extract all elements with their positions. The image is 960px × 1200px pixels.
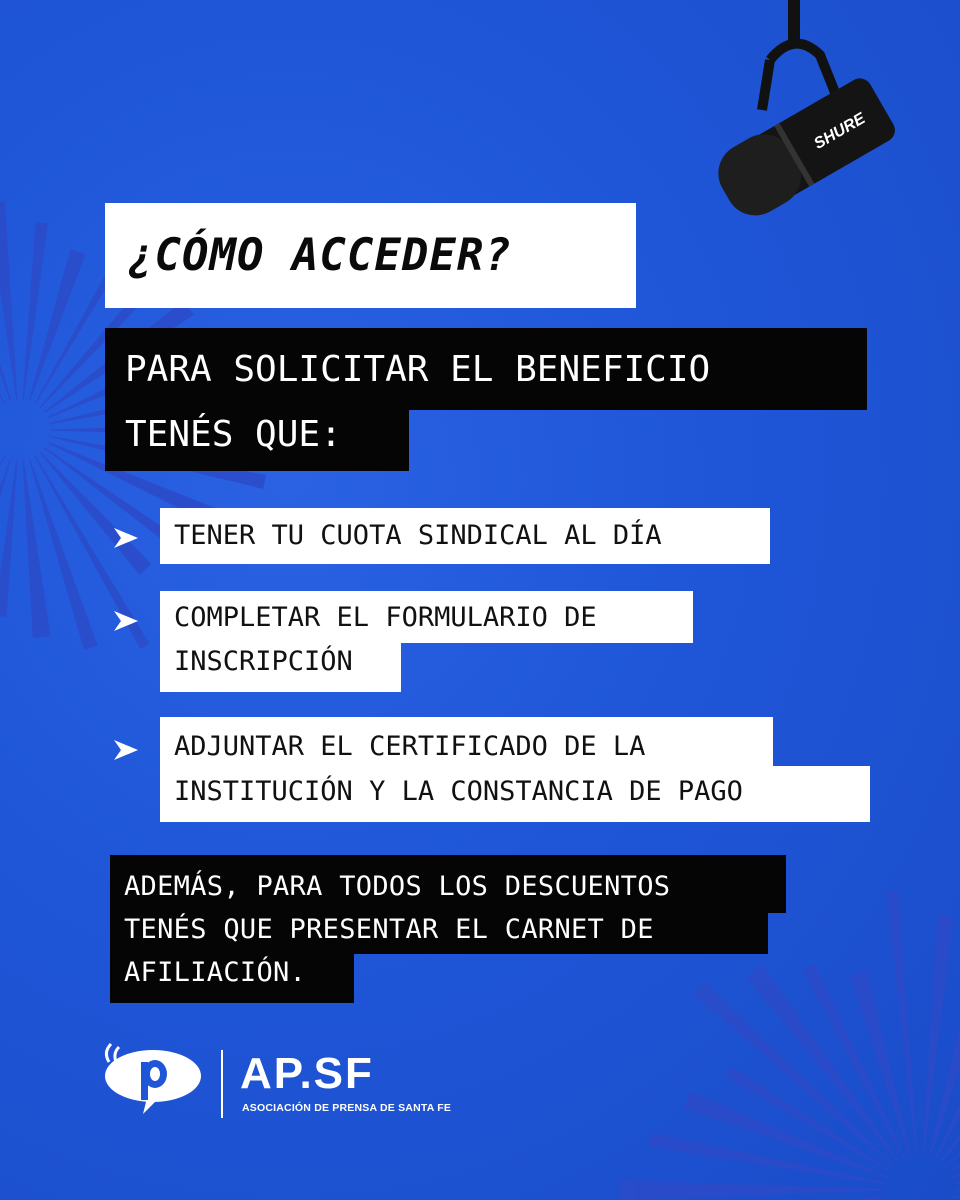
starburst-ray xyxy=(648,1133,885,1185)
arrow-bullet-icon xyxy=(112,609,140,633)
step-3-line2: INSTITUCIÓN Y LA CONSTANCIA DE PAGO xyxy=(174,776,743,807)
note-box-line1 xyxy=(110,855,786,913)
intro-line2: TENÉS QUE: xyxy=(125,414,342,455)
heading-box xyxy=(105,203,636,308)
step-2-line2: INSCRIPCIÓN xyxy=(174,646,353,677)
arrow-bullet-icon xyxy=(112,526,140,550)
apsf-logo-icon xyxy=(95,1040,205,1120)
intro-box-line2 xyxy=(105,405,409,471)
starburst-ray xyxy=(886,891,917,1155)
intro-box-line1 xyxy=(105,328,867,410)
starburst-ray xyxy=(697,1196,885,1200)
microphone-icon xyxy=(700,0,900,235)
step-3-box-line2 xyxy=(160,766,870,822)
starburst-ray xyxy=(23,460,51,638)
logo-subtitle: ASOCIACIÓN DE PRENSA DE SANTA FE xyxy=(242,1102,452,1114)
step-3-box-line1 xyxy=(160,717,773,771)
arrow-bullet-icon xyxy=(112,738,140,762)
mic-brand-label: SHURE xyxy=(811,110,869,153)
starburst-ray xyxy=(955,1184,960,1196)
starburst-ray xyxy=(954,1196,960,1200)
starburst-ray xyxy=(0,201,17,400)
page-title: ¿CÓMO ACCEDER? xyxy=(127,230,512,281)
step-3-line1: ADJUNTAR EL CERTIFICADO DE LA xyxy=(174,731,646,762)
step-2-line1: COMPLETAR EL FORMULARIO DE xyxy=(174,602,597,633)
logo-name: AP.SF xyxy=(240,1049,374,1098)
note-line3: AFILIACIÓN. xyxy=(124,957,307,988)
note-box-line2 xyxy=(110,908,768,954)
step-2-box-line2 xyxy=(160,638,401,692)
note-box-line3 xyxy=(110,949,354,1003)
note-line1: ADEMÁS, PARA TODOS LOS DESCUENTOS xyxy=(124,871,671,902)
starburst-ray xyxy=(23,222,49,400)
step-2-box-line1 xyxy=(160,591,693,643)
starburst-ray xyxy=(620,1180,885,1200)
intro-line1: PARA SOLICITAR EL BENEFICIO xyxy=(125,349,711,390)
step-1-box xyxy=(160,508,770,564)
step-1-line1: TENER TU CUOTA SINDICAL AL DÍA xyxy=(174,520,662,551)
note-line2: TENÉS QUE PRESENTAR EL CARNET DE xyxy=(124,914,654,945)
logo-divider xyxy=(221,1050,223,1118)
